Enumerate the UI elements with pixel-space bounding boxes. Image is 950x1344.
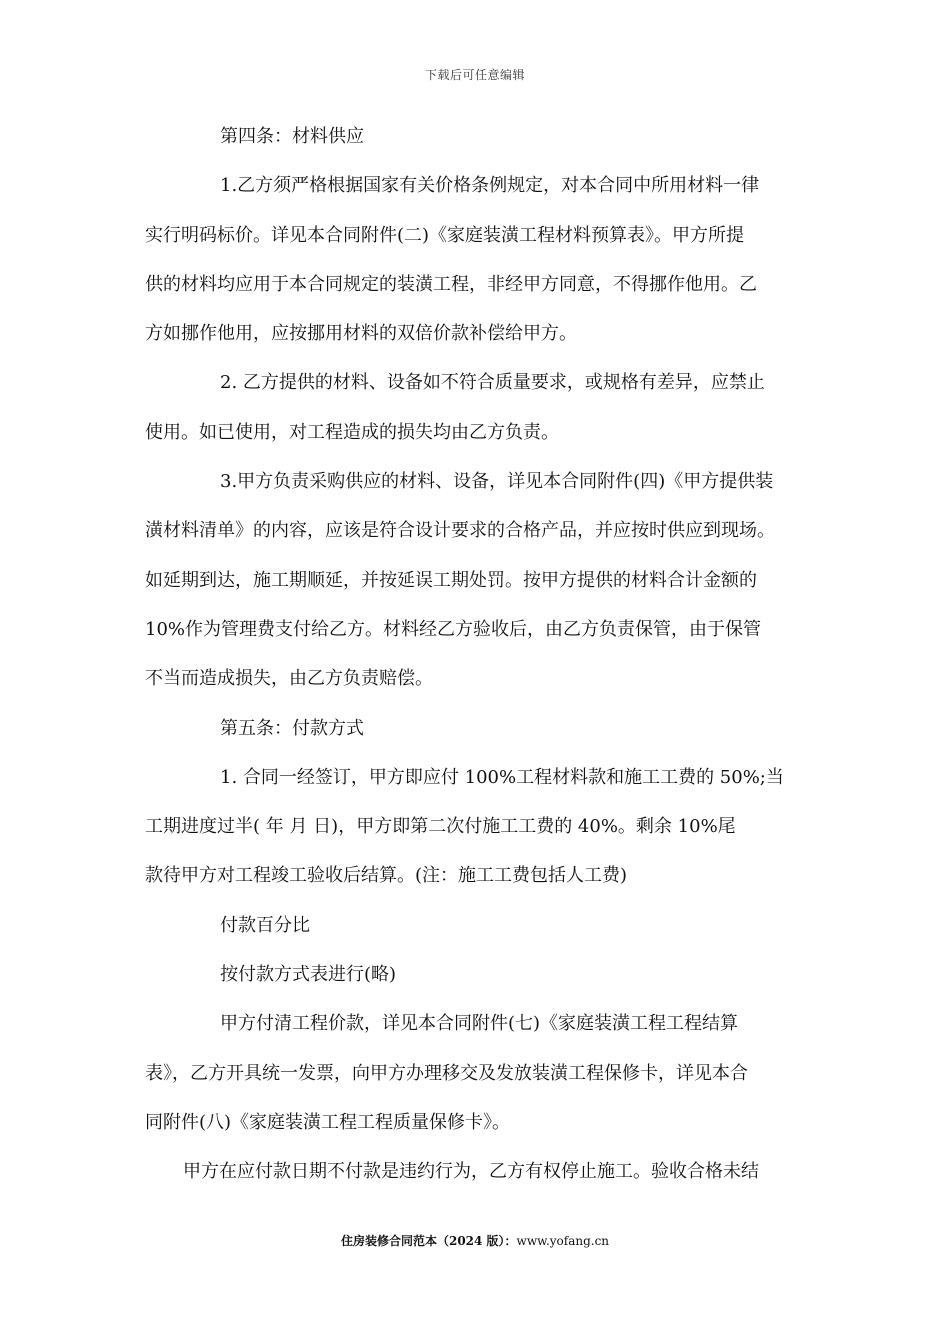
paragraph-line: 1. 合同一经签订，甲方即应付 100%工程材料款和施工工费的 50%;当 (220, 766, 784, 788)
paragraph-line: 甲方在应付款日期不付款是违约行为，乙方有权停止施工。验收合格未结 (183, 1161, 759, 1183)
document-body (145, 112, 810, 1197)
paragraph-line: 工期进度过半( 年 月 日)，甲方即第二次付施工工费的 40%。剩余 10%尾 (145, 816, 736, 838)
section-heading: 第四条：材料供应 (220, 126, 364, 147)
paragraph-line: 甲方付清工程价款，详见本合同附件(七)《家庭装潢工程工程结算 (220, 1013, 739, 1035)
paragraph-line: 10%作为管理费支付给乙方。材料经乙方验收后，由乙方负责保管，由于保管 (145, 618, 762, 640)
paragraph-line: 3.甲方负责采购供应的材料、设备，详见本合同附件(四)《甲方提供装 (220, 471, 774, 493)
paragraph-line: 按付款方式表进行(略) (220, 964, 397, 986)
paragraph-line: 供的材料均应用于本合同规定的装潢工程，非经甲方同意，不得挪作他用。乙 (145, 273, 757, 295)
paragraph-line: 款待甲方对工程竣工验收后结算。(注：施工工费包括人工费) (145, 865, 628, 887)
paragraph-line: 方如挪作他用，应按挪用材料的双倍价款补偿给甲方。 (145, 323, 577, 345)
paragraph-line: 潢材料清单》的内容，应该是符合设计要求的合格产品，并应按时供应到现场。 (145, 520, 775, 542)
paragraph-line: 2. 乙方提供的材料、设备如不符合质量要求，或规格有差异，应禁止 (220, 372, 765, 394)
paragraph-line: 不当而造成损失，由乙方负责赔偿。 (145, 668, 433, 690)
section-heading: 第五条：付款方式 (220, 717, 364, 739)
paragraph-line: 同附件(八)《家庭装潢工程工程质量保修卡》。 (145, 1111, 511, 1133)
paragraph-line: 如延期到达，施工期顺延，并按延误工期处罚。按甲方提供的材料合计金额的 (145, 569, 757, 591)
footer-url[interactable]: www.yofang.cn (516, 1234, 610, 1248)
paragraph-line: 付款百分比 (220, 914, 310, 936)
paragraph-line: 实行明码标价。详见本合同附件(二)《家庭装潢工程材料预算表》。甲方所提 (145, 224, 745, 246)
page-header: 下载后可任意编辑 (424, 68, 525, 82)
page-footer (0, 1232, 950, 1249)
paragraph-line: 表》，乙方开具统一发票，向甲方办理移交及发放装潢工程保修卡，详见本合 (145, 1062, 748, 1084)
footer-title: 住房装修合同范本（2024 版）： (340, 1234, 517, 1248)
paragraph-line: 使用。如已使用，对工程造成的损失均由乙方负责。 (145, 421, 559, 443)
paragraph-line: 1.乙方须严格根据国家有关价格条例规定，对本合同中所用材料一律 (220, 175, 760, 197)
